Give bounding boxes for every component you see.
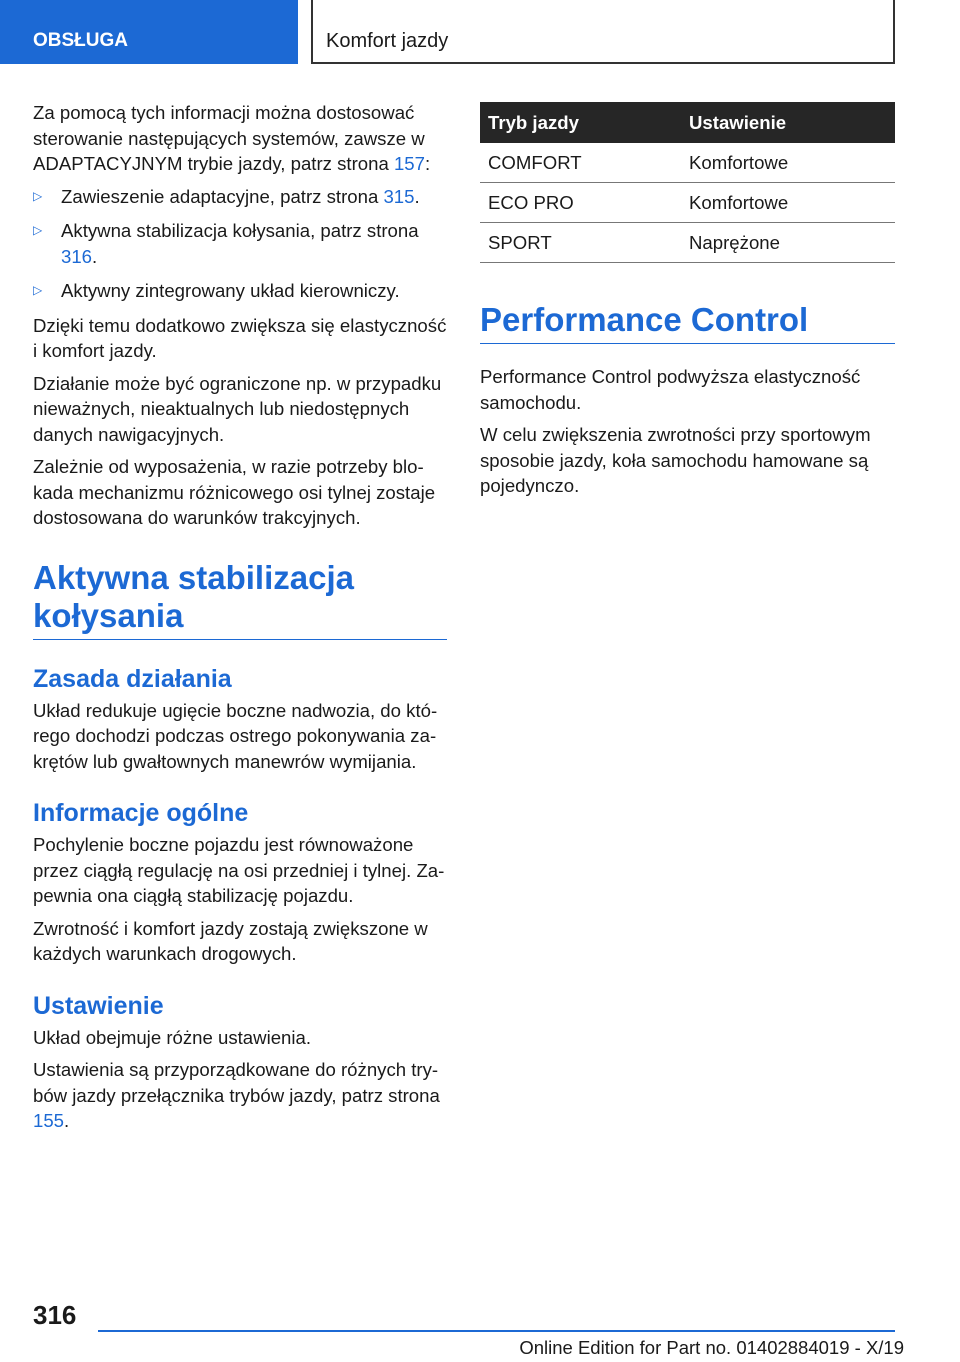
page-link-316[interactable]: 316: [61, 245, 93, 267]
section-label: OBSŁUGA: [33, 30, 128, 51]
section-heading-performance: Performance Control: [480, 301, 895, 344]
page-number: 316: [33, 1300, 77, 1330]
intro-paragraph: [33, 100, 447, 177]
page-link-315[interactable]: 315: [383, 185, 415, 207]
paragraph: [33, 1057, 447, 1134]
paragraph: Działanie może być ograniczone np. w przypadku nieważnych, nieaktualnych lub niedostępnych danych nawigacyjnych.: [33, 372, 442, 445]
edition-note: Online Edition for Part no. 01402884019 - X/19: [519, 1337, 904, 1358]
table-row: [480, 183, 895, 223]
section-tab: [0, 0, 298, 64]
list-item-text: Aktywna stabilizacja kołysania, patrz strona: [61, 220, 419, 241]
drive-mode-table: [480, 102, 895, 263]
table-header-row: [480, 102, 895, 143]
list-item-text: Aktywny zintegrowany układ kierowniczy.: [61, 280, 400, 301]
paragraph: Pochylenie boczne pojazdu jest równoważone przez ciągłą regulację na osi przedniej i tylnej. Zapewnia ona ciągłą stabilizację pojazdu.: [33, 834, 445, 906]
intro-text: Za pomocą tych informacji można dostosować sterowanie następujących systemów, zawsze w ADAPTACYJNYM trybie jazdy, patrz strona: [33, 102, 425, 174]
left-column: [33, 100, 447, 1141]
table-row: [480, 223, 895, 263]
list-item: [33, 184, 447, 210]
paragraph: W celu zwiększenia zwrotności przy sportowym sposobie jazdy, koła samochodu hamowane są pojedynczo.: [480, 424, 871, 496]
table-cell: COMFORT: [480, 143, 681, 183]
table-cell: Komfortowe: [681, 143, 895, 183]
triangle-bullet-icon: ▷: [33, 223, 43, 237]
intro-suffix: :: [425, 153, 431, 174]
triangle-bullet-icon: ▷: [33, 188, 43, 203]
section-heading: Aktywna stabilizacja kołysania: [33, 559, 447, 640]
list-item-text: Zawieszenie adaptacyjne, patrz strona: [61, 185, 384, 207]
paragraph-text: Ustawienia są przyporządkowane do różnych trybów jazdy przełącznika trybów jazdy, patrz strona: [33, 1059, 440, 1106]
list-item: [33, 278, 447, 304]
column-header: Ustawienie: [681, 102, 895, 143]
page-link-157[interactable]: 157: [393, 153, 425, 174]
subheading-setting: Ustawienie: [33, 991, 164, 1020]
subheading-general: Informacje ogólne: [33, 799, 249, 827]
subheading-principle: Zasada działania: [33, 664, 232, 693]
page-link-155[interactable]: 155: [33, 1110, 65, 1131]
table-cell: Komfortowe: [681, 183, 895, 223]
chapter-title: Komfort jazdy: [326, 30, 449, 52]
footer-divider: [98, 1330, 895, 1332]
list-item: [33, 218, 447, 269]
paragraph: Zwrotność i komfort jazdy zostają zwiększone w każdych warunkach drogowych.: [33, 917, 428, 964]
column-header: Tryb jazdy: [480, 102, 681, 143]
chapter-header: [311, 0, 895, 64]
paragraph: Performance Control podwyższa elastyczność samochodu.: [480, 366, 861, 413]
list-item-suffix: .: [414, 185, 420, 207]
paragraph-suffix: .: [64, 1110, 70, 1131]
paragraph: Zależnie od wyposażenia, w razie potrzeby blokada mechanizmu różnicowego osi tylnej zostaje dostosowana do warunków trakcyjnych.: [33, 456, 436, 528]
table-cell: SPORT: [480, 223, 681, 263]
table-cell: Naprężone: [681, 223, 895, 263]
table-row: [480, 143, 895, 183]
list-item-suffix: .: [92, 245, 98, 267]
systems-list: [33, 184, 447, 304]
paragraph: Układ redukuje ugięcie boczne nadwozia, do którego dochodzi podczas ostrego pokonywania zakrętów lub gwałtownych manewrów wymijania.: [33, 699, 438, 772]
paragraph: Układ obejmuje różne ustawienia.: [33, 1026, 312, 1048]
table-cell: ECO PRO: [480, 183, 681, 223]
triangle-bullet-icon: ▷: [33, 283, 43, 297]
paragraph: Dzięki temu dodatkowo zwiększa się elastyczność i komfort jazdy.: [33, 314, 447, 361]
right-column: [480, 102, 895, 506]
